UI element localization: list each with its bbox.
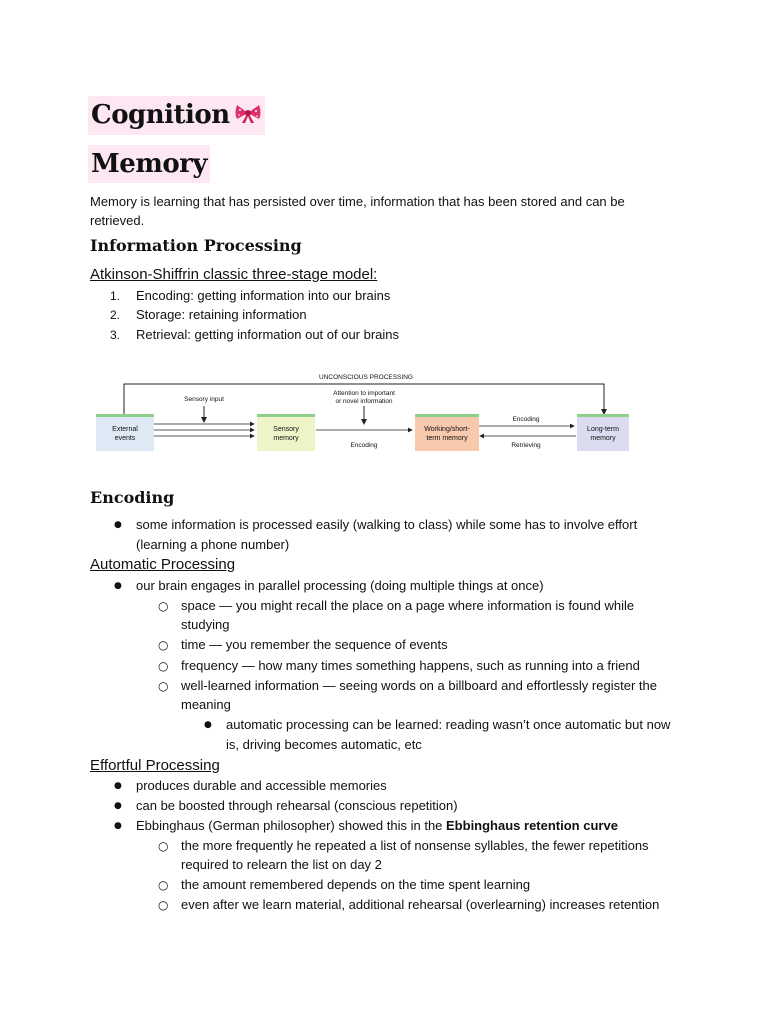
auto-space-line-2: studying bbox=[181, 617, 230, 632]
long-term-memory-box bbox=[577, 414, 629, 451]
step-number: 3. bbox=[109, 328, 120, 342]
auto-well-line-2: meaning bbox=[181, 697, 231, 712]
attention-label-1: Attention to important bbox=[333, 390, 395, 397]
encoding-mid-label: Encoding bbox=[350, 442, 378, 449]
external-events-box bbox=[96, 414, 154, 451]
auto-learned-line-2: is, driving becomes automatic, etc bbox=[226, 737, 422, 752]
bullet-icon: ● bbox=[114, 781, 122, 791]
effort-amount: the amount remembered depends on the time spent learning bbox=[181, 877, 531, 892]
effort-ebbinghaus bbox=[136, 816, 618, 836]
sensory-memory-box bbox=[257, 414, 315, 451]
sensory-input-label: Sensory input bbox=[184, 396, 224, 403]
effortful-processing-heading: Effortful Processing bbox=[90, 757, 220, 774]
step-number: 1. bbox=[109, 289, 120, 303]
effort-ebbinghaus-text: Ebbinghaus (German philosopher) showed this in the bbox=[136, 818, 447, 833]
effort-freq-line-1: the more frequently he repeated a list of nonsense syllables, the fewer repetitions bbox=[181, 838, 649, 853]
effort-durable: produces durable and accessible memories bbox=[136, 778, 387, 793]
bullet-icon: ● bbox=[204, 720, 212, 730]
memory-text-line-1: Memory is learning that has persisted over time, information that has been stored and can be bbox=[90, 194, 625, 209]
bow-icon bbox=[234, 97, 262, 135]
longterm-line-1: Long-term bbox=[587, 426, 619, 433]
effort-rehearsal: can be boosted through rehearsal (conscious repetition) bbox=[136, 798, 458, 813]
three-stage-diagram bbox=[96, 368, 636, 456]
ebbinghaus-curve-term: Ebbinghaus retention curve bbox=[446, 818, 618, 833]
step-text: Retrieval: getting information out of our brains bbox=[136, 327, 400, 342]
encoding-right-label: Encoding bbox=[512, 416, 540, 423]
retrieving-label: Retrieving bbox=[511, 442, 541, 449]
bullet-icon: ● bbox=[114, 520, 122, 530]
circle-bullet-icon: ○ bbox=[158, 659, 169, 673]
auto-well-line-1: well-learned information — seeing words on a billboard and effortlessly register the bbox=[181, 678, 657, 693]
circle-bullet-icon: ○ bbox=[158, 878, 169, 892]
circle-bullet-icon: ○ bbox=[158, 679, 169, 693]
auto-space-line-1: space — you might recall the place on a page where information is found while bbox=[181, 598, 635, 613]
step-number: 2. bbox=[109, 308, 120, 322]
step-text: Encoding: getting information into our brains bbox=[136, 288, 391, 303]
memory-text-line-2: retrieved. bbox=[90, 213, 145, 228]
auto-learned-line-1: automatic processing can be learned: reading wasn’t once automatic but now bbox=[226, 717, 671, 732]
model-subheading: Atkinson-Shiffrin classic three-stage model: bbox=[90, 266, 378, 283]
attention-label-2: or novel information bbox=[335, 398, 393, 405]
info-processing-heading: Information Processing bbox=[90, 236, 302, 255]
circle-bullet-icon: ○ bbox=[158, 839, 169, 853]
unconscious-processing-label: UNCONSCIOUS PROCESSING bbox=[296, 374, 436, 382]
auto-bullet: our brain engages in parallel processing (doing multiple things at once) bbox=[136, 578, 544, 593]
encoding-bullet-line-1: some information is processed easily (walking to class) while some has to involve effort bbox=[136, 517, 638, 532]
bullet-icon: ● bbox=[114, 581, 122, 591]
memory-heading: Memory bbox=[88, 145, 210, 183]
working-line-1: Working/short- bbox=[424, 426, 470, 433]
encoding-heading: Encoding bbox=[90, 488, 175, 507]
circle-bullet-icon: ○ bbox=[158, 638, 169, 652]
external-line-2: events bbox=[114, 435, 136, 442]
sensory-line-2: memory bbox=[273, 435, 299, 442]
bullet-icon: ● bbox=[114, 801, 122, 811]
external-line-1: External bbox=[112, 426, 138, 433]
sensory-line-1: Sensory bbox=[273, 426, 299, 433]
auto-frequency: frequency — how many times something happens, such as running into a friend bbox=[181, 658, 640, 673]
circle-bullet-icon: ○ bbox=[158, 898, 169, 912]
auto-time: time — you remember the sequence of events bbox=[181, 637, 448, 652]
page-title bbox=[88, 96, 265, 135]
working-memory-box bbox=[415, 414, 479, 451]
page-title-text: Cognition bbox=[91, 100, 230, 130]
longterm-line-2: memory bbox=[590, 435, 616, 442]
step-text: Storage: retaining information bbox=[136, 307, 307, 322]
effort-overlearning: even after we learn material, additional rehearsal (overlearning) increases retention bbox=[181, 897, 660, 912]
working-line-2: term memory bbox=[426, 435, 468, 442]
bullet-icon: ● bbox=[114, 821, 122, 831]
automatic-processing-heading: Automatic Processing bbox=[90, 556, 236, 573]
circle-bullet-icon: ○ bbox=[158, 599, 169, 613]
effort-freq-line-2: required to relearn the list on day 2 bbox=[181, 857, 382, 872]
encoding-bullet-line-2: (learning a phone number) bbox=[136, 537, 290, 552]
